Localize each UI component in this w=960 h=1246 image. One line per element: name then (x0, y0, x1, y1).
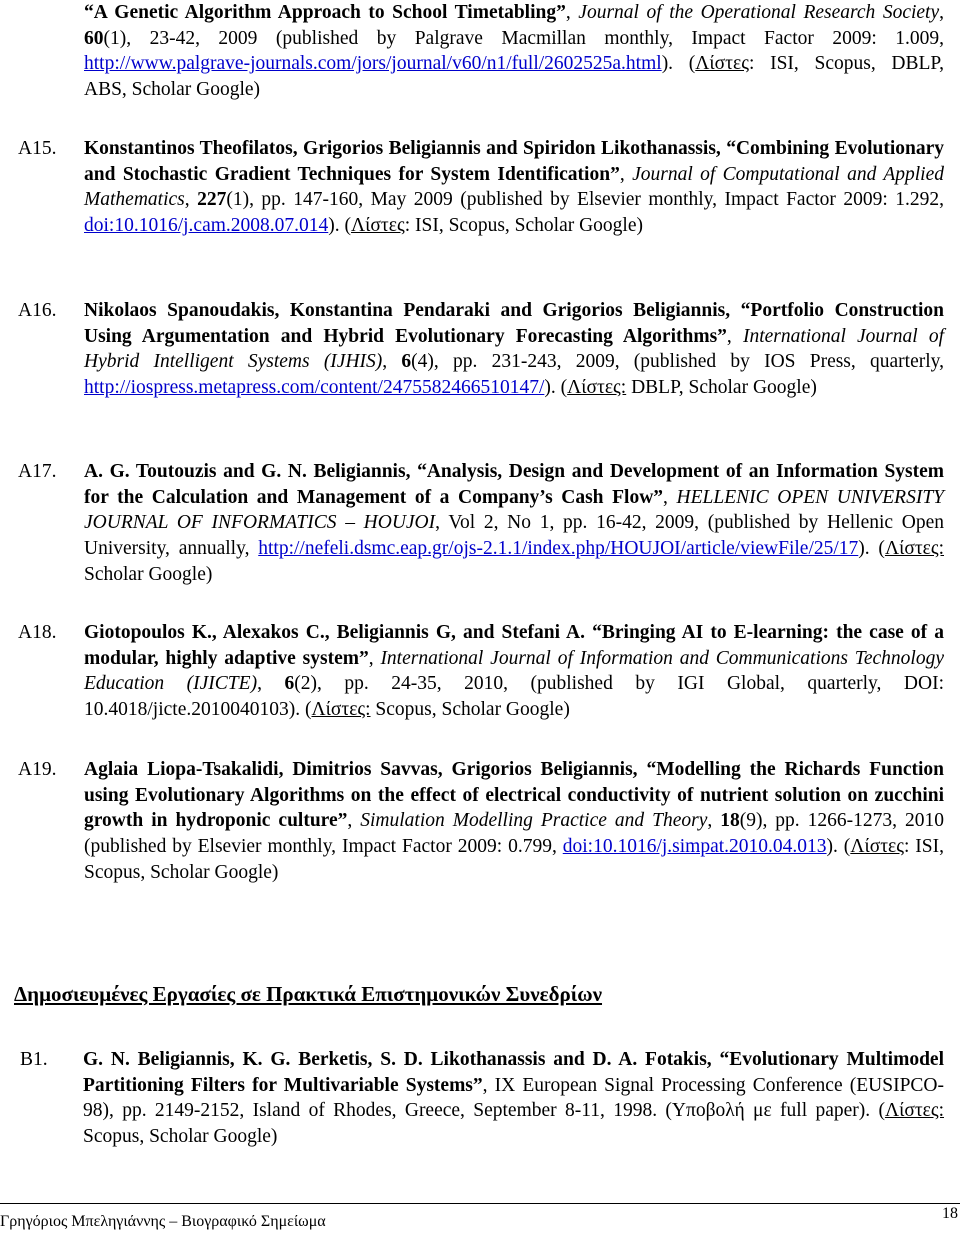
indexing-lists: : ISI, Scopus, Scholar Google) (404, 215, 643, 237)
entry-number: A17. (18, 461, 57, 482)
entry-number: A15. (18, 138, 57, 159)
paper-title: Bringing AI to E-learning: the case of a modular, highly adaptive system (84, 622, 944, 669)
publication-details: (1), 23-42, 2009 (published by Palgrave Macmillan monthly, Impact Factor 2009: 1.009, (103, 27, 944, 49)
indexing-lists: DBLP, Scholar Google) (626, 377, 817, 399)
volume: 6 (401, 351, 412, 373)
lists-label: Λίστες: (884, 1100, 944, 1122)
journal-name: Journal of the Operational Research Society (578, 2, 940, 23)
entry-number: A18. (18, 622, 57, 643)
paper-link[interactable]: http://nefeli.dsmc.eap.gr/ojs-2.1.1/index.php/HOUJOI/article/viewFile/25/17 (258, 538, 859, 560)
footer-divider (0, 1203, 960, 1204)
lists-label: Λίστες: (884, 538, 944, 560)
paper-link[interactable]: http://iospress.metapress.com/content/2475582466510147/ (84, 377, 545, 399)
authors: G. N. Beligiannis, K. G. Berketis, S. D. Likothanassis and D. A. Fotakis, (83, 1049, 712, 1070)
authors: Aglaia Liopa-Tsakalidi, Dimitrios Savvas, Grigorios Beligiannis, (84, 759, 638, 780)
entry-number: A16. (18, 300, 57, 321)
publication-details: (2), pp. 24-35, 2010, (published by IGI Global, quarterly, DOI: 10.4018/jicte.2010040103). ( (84, 673, 945, 721)
publication-details: (4), pp. 231-243, 2009, (published by IOS Press, quarterly, (411, 351, 944, 373)
footer-text: Γρηγόριος Μπεληγιάννης – Βιογραφικό Σημείωμα (0, 1213, 326, 1230)
lists-label: Λίστες (695, 53, 749, 75)
volume: 60 (84, 27, 104, 49)
publication-details: , IX European Signal Processing Conference (EUSIPCO-98), pp. 2149-2152, Island of Rhodes, Greece, September 8-11, 1998. (Υποβολή με full paper). ( (83, 1074, 944, 1122)
paper-title: Evolutionary Multimodel Partitioning Filters for Multivariable Systems (83, 1049, 944, 1096)
paper-title: Combining Evolutionary and Stochastic Gradient Techniques for System Identification (84, 138, 945, 185)
journal-name: International Journal of Information and Communications Technology Education (IJICTE) (84, 647, 944, 695)
entry-number: B1. (20, 1049, 48, 1070)
volume: 227 (197, 189, 227, 211)
volume: 6 (284, 673, 295, 695)
publication-details: (1), pp. 147-160, May 2009 (published by Elsevier monthly, Impact Factor 2009: 1.292, (226, 189, 944, 211)
paper-title: A Genetic Algorithm Approach to School Timetabling (93, 2, 557, 23)
journal-name: Journal of Computational and Applied Mathematics (84, 163, 944, 211)
authors: Konstantinos Theofilatos, Grigorios Beligiannis and Spiridon Likothanassis, (84, 138, 721, 159)
indexing-lists: : ISI, Scopus, DBLP, ABS, Scholar Google) (84, 53, 944, 101)
page-number: 18 (942, 1205, 958, 1222)
entry-number: A19. (18, 759, 57, 780)
lists-label: Λίστες (351, 215, 405, 237)
publication-details: (9), pp. 1266-1273, 2010 (published by Elsevier monthly, Impact Factor 2009: 0.799, (84, 810, 945, 858)
journal-name: Simulation Modelling Practice and Theory (360, 810, 708, 832)
lists-label: Λίστες: (567, 377, 627, 399)
paper-title: Modelling the Richards Function using Evolutionary Algorithms on the effect of electrical conductivity of nutrient solution on zucchini growth in hydroponic culture (84, 759, 944, 832)
journal-name: International Journal of Hybrid Intelligent Systems (IJHIS) (84, 325, 944, 373)
authors: Giotopoulos K., Alexakos C., Beligiannis G, and Stefani A. (84, 622, 586, 643)
lists-label: Λίστες (850, 836, 904, 858)
paper-title: Portfolio Construction Using Argumentation and Hybrid Evolutionary Forecasting Algorithms (84, 300, 945, 347)
section-heading: Δημοσιευμένες Εργασίες σε Πρακτικά Επιστημονικών Συνεδρίων (14, 982, 603, 1006)
journal-name: HELLENIC OPEN UNIVERSITY JOURNAL OF INFORMATICS – HOUJOI (84, 486, 945, 534)
doi-link[interactable]: doi:10.1016/j.cam.2008.07.014 (84, 215, 329, 237)
lists-label: Λίστες: (311, 699, 371, 721)
indexing-lists: Scopus, Scholar Google) (370, 699, 570, 721)
paper-link[interactable]: http://www.palgrave-journals.com/jors/journal/v60/n1/full/2602525a.html (84, 53, 662, 75)
indexing-lists: Scopus, Scholar Google) (83, 1126, 278, 1148)
authors: Nikolaos Spanoudakis, Konstantina Pendaraki and Grigorios Beligiannis, (84, 300, 731, 321)
volume: 18 (720, 810, 740, 832)
indexing-lists: : ISI, Scopus, Scholar Google) (84, 836, 945, 883)
indexing-lists: Scholar Google) (84, 563, 213, 585)
authors: A. G. Toutouzis and G. N. Beligiannis, (84, 461, 411, 482)
paper-title: Analysis, Design and Development of an Information System for the Calculation and Management of a Company’s Cash Flow (84, 461, 945, 508)
doi-link[interactable]: doi:10.1016/j.simpat.2010.04.013 (562, 836, 827, 858)
publication-details: , Vol 2, No 1, pp. 16-42, 2009, (published by Hellenic Open University, annually, (84, 512, 945, 560)
